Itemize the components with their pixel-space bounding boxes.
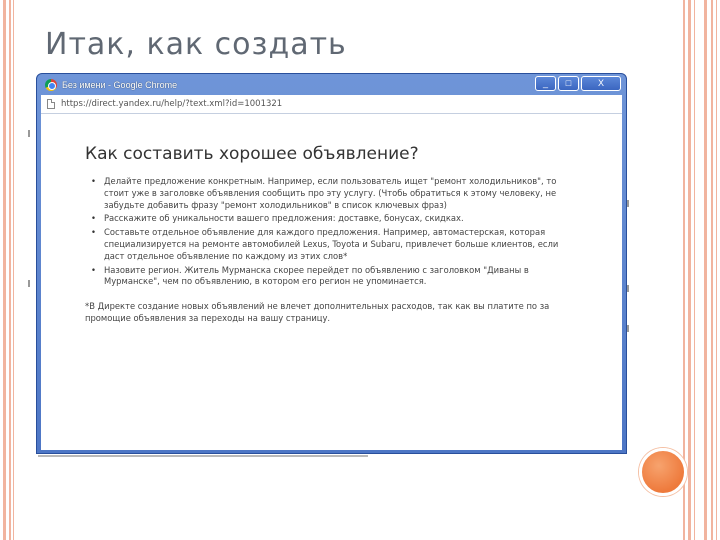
- slide-border-left: [0, 0, 16, 540]
- address-bar[interactable]: [41, 95, 622, 114]
- url-text[interactable]: https://direct.yandex.ru/help/?text.xml?id=1001321: [61, 99, 283, 109]
- minimize-button[interactable]: _: [535, 76, 556, 91]
- accent-circle: [639, 448, 687, 496]
- list-item: • Делайте предложение конкретным. Например, если пользователь ищет "ремонт холодильников", то стоит уже в заголовке объявления сообщить про эту услугу. (Чтобь обратиться к этому человеку, не забудьте добавить фразу "ремонт холодильников" в список ключевых фраз): [91, 176, 571, 211]
- slide-border-right: [680, 0, 720, 540]
- list-item: • Назовите регион. Житель Мурманска скорее перейдет по объявлению с заголовком "Диваны в Мурманске", чем по объявлению, в котором его регион не упоминается.: [91, 265, 571, 289]
- list-item: • Расскажите об уникальности вашего предложения: доставке, бонусах, скидках.: [91, 213, 571, 225]
- window-controls: [535, 76, 621, 91]
- footnote: *В Директе создание новых объявлений не влечет дополнительных расходов, так как вы платите по за промощие объявления за переходы на вашу страницу.: [85, 301, 550, 323]
- chrome-logo-icon: [45, 79, 57, 91]
- maximize-button[interactable]: □: [558, 76, 579, 91]
- background-page-line: [38, 455, 368, 457]
- content-heading: Как составить хорошее объявление?: [85, 144, 419, 164]
- window-titlebar[interactable]: [41, 74, 622, 95]
- window-title: Без имени - Google Chrome: [62, 79, 178, 90]
- background-page-fragment: [28, 130, 36, 137]
- browser-window: [36, 73, 627, 454]
- tips-list: [91, 176, 571, 288]
- page-content: [41, 114, 622, 450]
- slide-title: Итак, как создать: [45, 27, 347, 62]
- background-page-fragment: [627, 325, 631, 332]
- background-page-fragment: [627, 200, 631, 207]
- background-page-fragment: [627, 285, 631, 292]
- background-page-fragment: [28, 280, 36, 287]
- list-item: • Составьте отдельное объявление для каждого предложения. Например, автомастерская, которая специализируется на ремонте автомобилей Lexus, Toyota и Subaru, привлечет больше клиентов, если даст отдельное объявление по каждому из этих слов*: [91, 227, 571, 262]
- close-button[interactable]: X: [581, 76, 621, 91]
- page-icon: [47, 99, 55, 109]
